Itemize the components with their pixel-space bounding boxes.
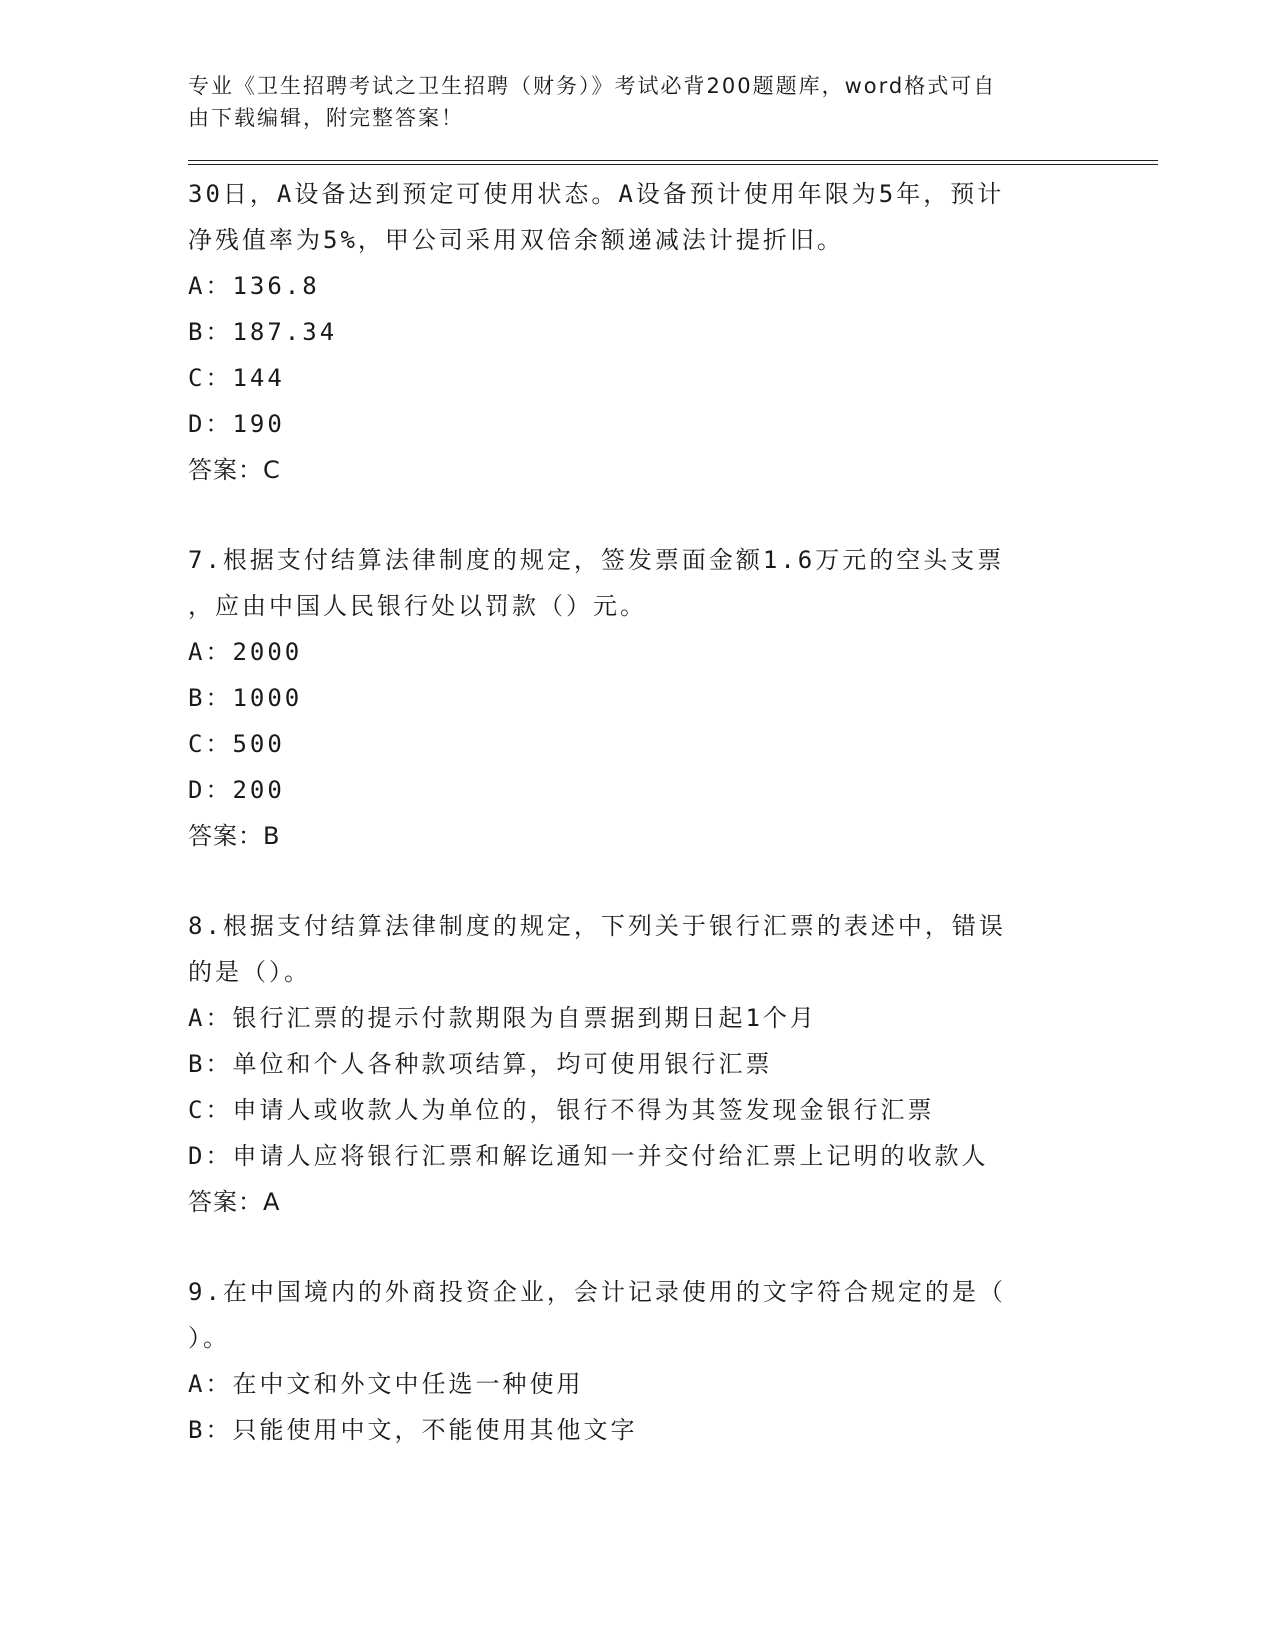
question-9 (188, 1269, 1148, 1453)
question-6-option-b: B：187.34 (188, 318, 338, 346)
question-7-stem-line-2: ，应由中国人民银行处以罚款（）元。 (188, 592, 647, 620)
question-6-option-a: A：136.8 (188, 272, 320, 300)
question-7-answer: 答案：B (188, 822, 281, 850)
question-7-stem-line-1: 7.根据支付结算法律制度的规定，签发票面金额1.6万元的空头支票 (188, 546, 1005, 574)
spacer (188, 1225, 1148, 1269)
question-6-stem-line-1: 30日，A设备达到预定可使用状态。A设备预计使用年限为5年，预计 (188, 180, 1005, 208)
question-8-option-a: A：银行汇票的提示付款期限为自票据到期日起1个月 (188, 1004, 817, 1032)
question-9-option-a: A：在中文和外文中任选一种使用 (188, 1370, 584, 1398)
question-6-option-c: C：144 (188, 364, 285, 392)
question-7-option-a: A：2000 (188, 638, 303, 666)
spacer (188, 859, 1148, 903)
question-list (188, 171, 1148, 1453)
question-8-stem-line-1: 8.根据支付结算法律制度的规定，下列关于银行汇票的表述中，错误 (188, 912, 1006, 940)
question-6-answer: 答案：C (188, 456, 281, 484)
question-7-option-d: D：200 (188, 776, 285, 804)
question-8-option-b: B：单位和个人各种款项结算，均可使用银行汇票 (188, 1050, 773, 1078)
question-8-option-c: C：申请人或收款人为单位的，银行不得为其签发现金银行汇票 (188, 1096, 935, 1124)
question-8 (188, 903, 1148, 1225)
question-8-stem-line-2: 的是（）。 (188, 958, 311, 986)
question-6-stem-line-2: 净残值率为5%，甲公司采用双倍余额递减法计提折旧。 (188, 226, 844, 254)
question-6 (188, 171, 1148, 493)
header-double-rule (188, 160, 1158, 166)
question-9-option-b: B：只能使用中文，不能使用其他文字 (188, 1416, 638, 1444)
document-header (188, 70, 1148, 134)
question-6-option-d: D：190 (188, 410, 285, 438)
spacer (188, 493, 1148, 537)
question-8-answer: 答案：A (188, 1188, 281, 1216)
document-page (188, 70, 1148, 1453)
header-line-2: 由下载编辑，附完整答案！ (188, 106, 464, 130)
question-9-stem-line-2: ）。 (188, 1324, 230, 1352)
question-8-option-d: D：申请人应将银行汇票和解讫通知一并交付给汇票上记明的收款人 (188, 1142, 989, 1170)
header-line-1: 专业《卫生招聘考试之卫生招聘（财务）》考试必背200题题库，word格式可自 (188, 74, 997, 98)
question-7-option-b: B：1000 (188, 684, 303, 712)
question-7 (188, 537, 1148, 859)
question-9-stem-line-1: 9.在中国境内的外商投资企业，会计记录使用的文字符合规定的是（ (188, 1278, 1006, 1306)
question-7-option-c: C：500 (188, 730, 285, 758)
